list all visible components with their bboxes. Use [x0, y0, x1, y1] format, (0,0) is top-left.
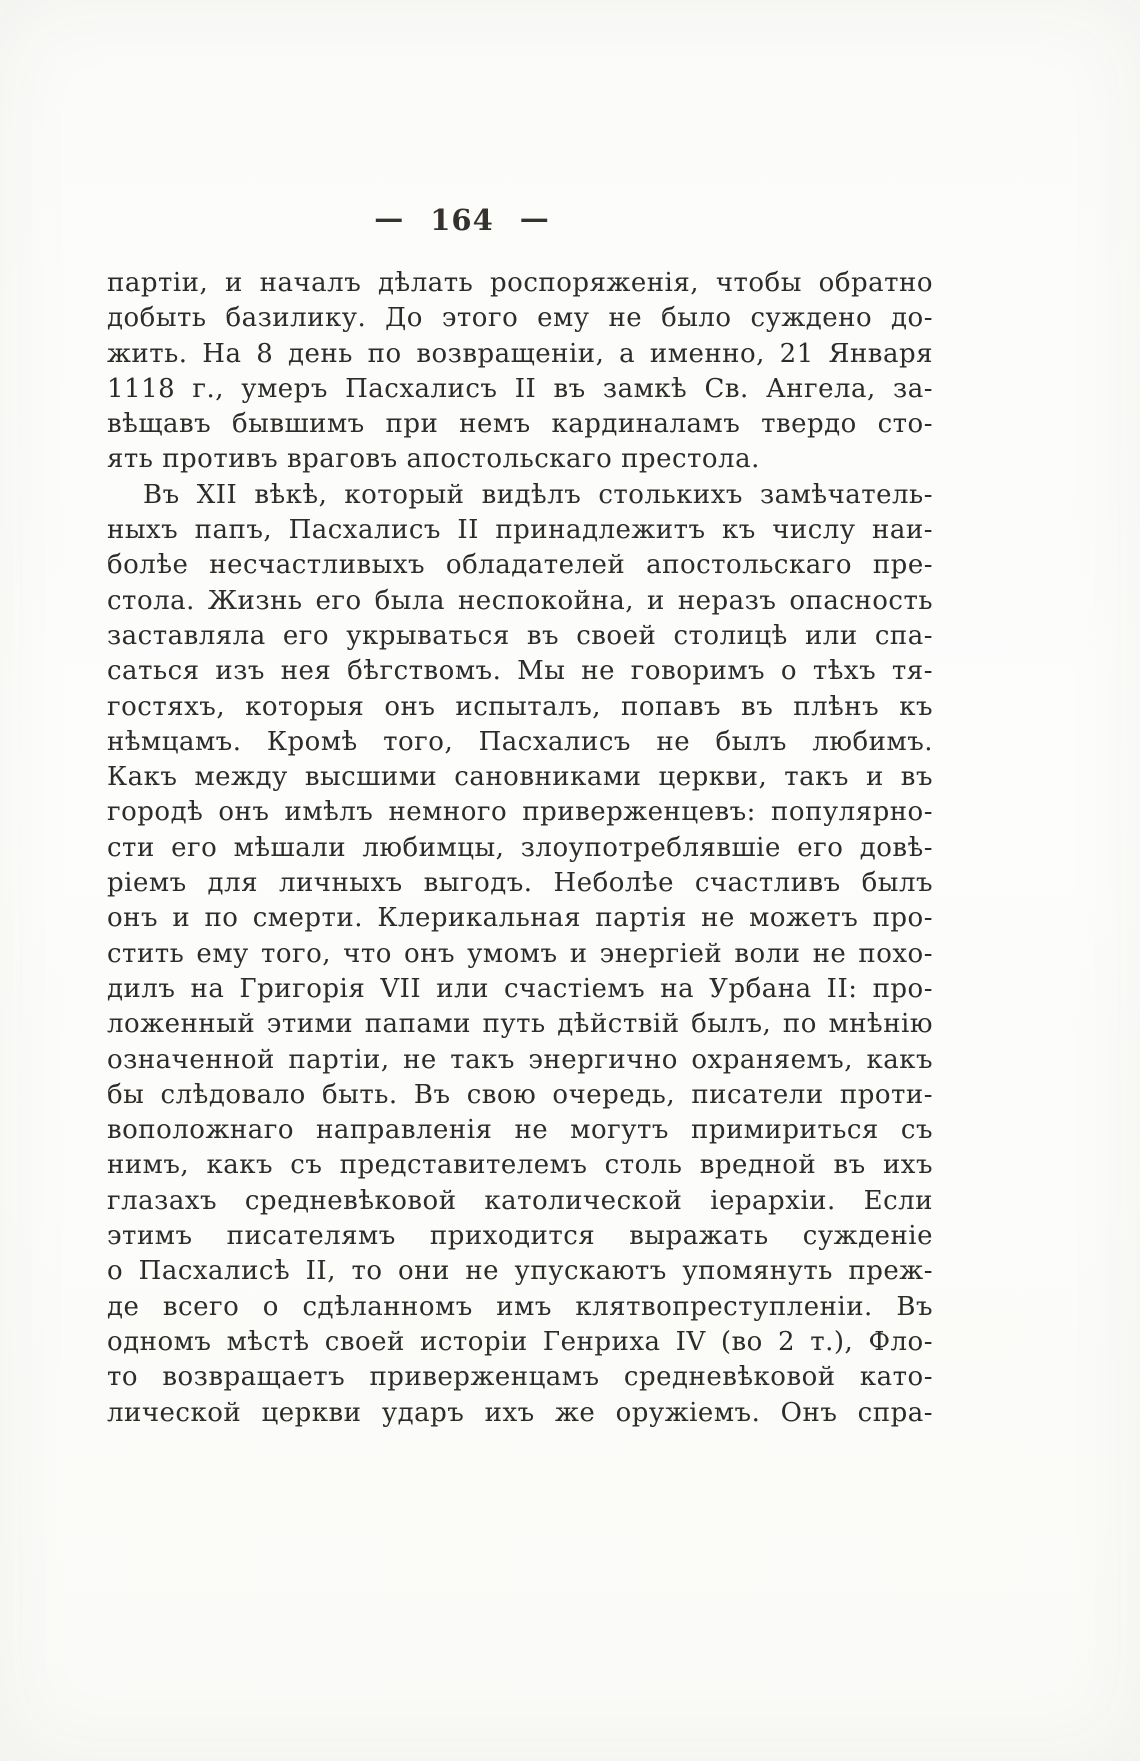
text-line: нимъ, какъ съ представителемъ столь вредной въ ихъ	[107, 1150, 933, 1181]
text-line: гостяхъ, которыя онъ испыталъ, попавъ въ плѣнъ къ	[107, 691, 933, 722]
text-line: саться изъ нея бѣгствомъ. Мы не говоримъ о тѣхъ тя-	[107, 656, 933, 687]
text-line: стить ему того, что онъ умомъ и энергіей воли не похо-	[107, 938, 933, 969]
text-line: ложенный этими папами путь дѣйствій былъ, по мнѣнію	[107, 1009, 933, 1040]
text-line: дилъ на Григорія VII или счастіемъ на Урбана II: про-	[107, 973, 933, 1004]
text-line: городѣ онъ имѣлъ немного приверженцевъ: популярно-	[107, 797, 933, 828]
text-line: ять противъ враговъ апостольскаго престола.	[107, 444, 760, 475]
text-line: сти его мѣшали любимцы, злоупотреблявшіе его довѣ-	[107, 832, 933, 863]
text-line: стола. Жизнь его была неспокойна, и неразъ опасность	[107, 585, 933, 616]
text-line: глазахъ средневѣковой католической іерархіи. Если	[107, 1185, 933, 1216]
text-line: 1118 г., умеръ Пасхалисъ II въ замкѣ Св. Ангела, за-	[107, 373, 933, 404]
text-line: бы слѣдовало быть. Въ свою очередь, писатели проти-	[107, 1079, 933, 1110]
text-line: ріемъ для личныхъ выгодъ. Неболѣе счастливъ былъ	[107, 868, 933, 899]
paragraph	[107, 266, 933, 478]
text-line: воположнаго направленія не могутъ примириться съ	[107, 1115, 933, 1146]
paragraph	[107, 478, 933, 1431]
text-line: болѣе несчастливыхъ обладателей апостольскаго пре-	[107, 550, 933, 581]
text-body	[107, 266, 933, 1431]
text-line: лической церкви ударъ ихъ же оружіемъ. Онъ спра-	[107, 1397, 933, 1428]
text-line: нѣмцамъ. Кромѣ того, Пасхалисъ не былъ любимъ.	[107, 726, 933, 757]
text-line: жить. На 8 день по возвращеніи, а именно, 21 Января	[107, 338, 933, 369]
text-line: вѣщавъ бывшимъ при немъ кардиналамъ твердо сто-	[107, 409, 933, 440]
text-line: Какъ между высшими сановниками церкви, такъ и въ	[107, 762, 933, 793]
text-line: одномъ мѣстѣ своей исторіи Генриха IV (во 2 т.), Фло-	[107, 1326, 933, 1357]
text-line: этимъ писателямъ приходится выражать сужденіе	[107, 1221, 933, 1252]
text-line: заставляла его укрываться въ своей столицѣ или спа-	[107, 620, 933, 651]
text-line: о Пасхалисѣ II, то они не упускаютъ упомянуть преж-	[107, 1256, 933, 1287]
text-line: добыть базилику. До этого ему не было суждено до-	[107, 303, 933, 334]
page-number-dash-right: —	[519, 201, 550, 235]
text-line: ныхъ папъ, Пасхалисъ II принадлежитъ къ числу наи-	[107, 515, 933, 546]
page-header	[48, 203, 876, 237]
text-line: Въ XII вѣкѣ, который видѣлъ столькихъ замѣчатель-	[143, 479, 933, 510]
text-line: партіи, и началъ дѣлать роспоряженія, чтобы обратно	[107, 268, 933, 298]
page-number-dash-left: —	[374, 201, 405, 235]
page-number: 164	[430, 203, 494, 237]
text-line: означенной партіи, не такъ энергично охраняемъ, какъ	[107, 1044, 933, 1075]
text-line: де всего о сдѣланномъ имъ клятвопреступленіи. Въ	[107, 1291, 933, 1322]
text-line: то возвращаетъ приверженцамъ средневѣковой като-	[107, 1362, 933, 1393]
text-line: онъ и по смерти. Клерикальная партія не можетъ про-	[107, 903, 933, 934]
